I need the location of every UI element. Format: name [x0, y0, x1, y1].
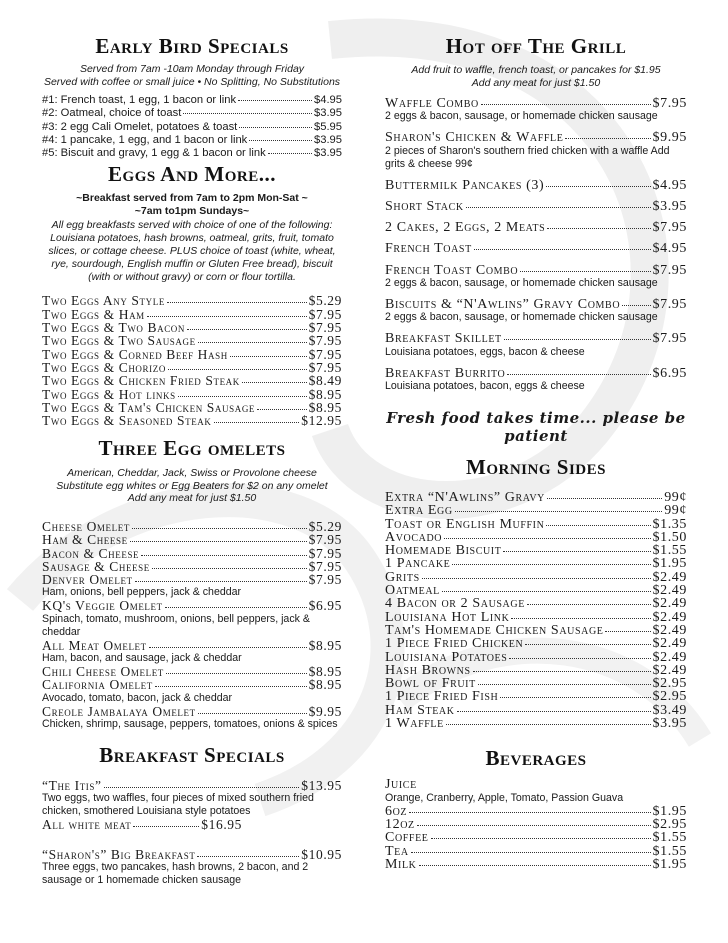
- juice-flavors: Orange, Cranberry, Apple, Tomato, Passion Guava: [385, 791, 624, 804]
- early-bird-item: [42, 134, 342, 147]
- side-item: [385, 690, 687, 703]
- side-item: [385, 597, 687, 610]
- leader-dots: [504, 339, 651, 340]
- eggs-item-name: Two Eggs & Tam's Chicken Sausage: [42, 399, 256, 415]
- grill-item-description: Louisiana potatoes, eggs, bacon & cheese: [385, 345, 585, 358]
- leader-dots: [155, 686, 307, 687]
- grill-item-name: 2 Cakes, 2 Eggs, 2 Meats: [385, 220, 546, 236]
- eggs-item-price: $7.95: [308, 346, 342, 362]
- eggs-item-name: Two Eggs Any Style: [42, 293, 165, 309]
- side-item: [385, 637, 687, 650]
- leader-dots: [178, 396, 307, 397]
- eggs-item-price: $5.29: [308, 293, 342, 309]
- grill-item-name: French Toast Combo: [385, 262, 519, 278]
- side-item-name: 1 Piece Fried Fish: [385, 689, 499, 705]
- grill-item: [385, 367, 687, 393]
- grill-item-price: $7.95: [652, 262, 687, 278]
- grill-item-price: $7.95: [652, 331, 687, 347]
- omelet-item: [42, 547, 342, 560]
- side-item-name: Tam's Homemade Chicken Sausage: [385, 622, 604, 638]
- grill-item: [385, 332, 687, 358]
- leader-dots: [230, 356, 307, 357]
- side-item: [385, 664, 687, 677]
- grill-item-name: Sharon's Chicken & Waffle: [385, 130, 564, 146]
- grill-item-price: $3.95: [652, 198, 687, 214]
- side-item-price: $1.35: [652, 516, 687, 532]
- early-bird-item-price: $3.95: [314, 107, 342, 120]
- omelets-meat: Add any meat for just $1.50: [127, 492, 257, 505]
- omelet-item-price: $6.95: [308, 598, 342, 614]
- leader-dots: [547, 498, 662, 499]
- leader-dots: [239, 127, 312, 128]
- leader-dots: [132, 528, 307, 529]
- leader-dots: [509, 658, 650, 659]
- side-item-price: $3.49: [652, 702, 687, 718]
- leader-dots: [503, 551, 650, 552]
- omelet-item-price: $8.95: [308, 637, 342, 653]
- side-item-price: $3.95: [652, 716, 687, 732]
- grill-item-name: Waffle Combo: [385, 96, 479, 111]
- leader-dots: [198, 713, 307, 714]
- eggs-item-name: Two Eggs & Seasoned Steak: [42, 413, 212, 429]
- grill-title: Hot off The Grill: [445, 34, 627, 58]
- leader-dots: [455, 511, 663, 512]
- right-column: [385, 34, 687, 871]
- leader-dots: [152, 568, 307, 569]
- leader-dots: [147, 316, 307, 317]
- grill-item-description: 2 pieces of Sharon's southern fried chicken with a waffle Add grits & cheese 99¢: [385, 144, 670, 170]
- omelet-item: [42, 678, 342, 704]
- eggs-item: [42, 414, 342, 427]
- side-item: [385, 557, 687, 570]
- side-item: [385, 584, 687, 597]
- leader-dots: [238, 100, 312, 101]
- leader-dots: [431, 838, 651, 839]
- grill-item-name: Breakfast Burrito: [385, 365, 506, 381]
- eggs-item-price: $8.49: [308, 373, 342, 389]
- white-meat-name: All white meat: [42, 817, 132, 833]
- leader-dots: [417, 825, 651, 826]
- side-item-name: Bowl of Fruit: [385, 676, 476, 692]
- eggs-item: [42, 348, 342, 361]
- leader-dots: [257, 409, 307, 410]
- grill-item: [385, 242, 687, 255]
- leader-dots: [546, 186, 650, 187]
- omelet-item-description: Spinach, tomato, mushroom, onions, bell peppers, jack & cheddar: [42, 612, 310, 638]
- grill-item-price: $4.95: [652, 241, 687, 257]
- beverage-item-price: $1.95: [652, 856, 687, 872]
- grill-item-name: Biscuits & “N'Awlins” Gravy Combo: [385, 297, 621, 313]
- leader-dots: [481, 104, 651, 105]
- side-item-name: 1 Waffle: [385, 716, 444, 732]
- side-item-price: 99¢: [664, 489, 687, 505]
- leader-dots: [135, 581, 307, 582]
- eggs-hours-weekday: ~Breakfast served from 7am to 2pm Mon-Sat ~: [76, 192, 308, 205]
- omelet-item-description: Avocado, tomato, bacon, jack & cheddar: [42, 691, 233, 704]
- sides-list: [385, 491, 687, 730]
- grill-item-price: $7.95: [652, 297, 687, 313]
- white-meat-price: $16.95: [201, 817, 242, 833]
- leader-dots: [411, 852, 651, 853]
- side-item: [385, 717, 687, 730]
- side-item-price: $1.95: [652, 556, 687, 572]
- eggs-item: [42, 294, 342, 307]
- eggs-item: [42, 308, 342, 321]
- early-bird-item-name: #3: 2 egg Cali Omelet, potatoes & toast: [42, 120, 238, 133]
- sides-title: Morning Sides: [466, 454, 606, 479]
- grill-item-price: $4.95: [652, 177, 687, 193]
- omelets-title: Three Egg omelets: [98, 436, 286, 461]
- breakfast-specials-title: Breakfast Specials: [99, 742, 285, 767]
- early-bird-item-price: $4.95: [314, 94, 342, 106]
- eggs-item-name: Two Eggs & Chorizo: [42, 359, 166, 375]
- grill-item-name: Buttermilk Pancakes (3): [385, 177, 545, 193]
- eggs-item-price: $12.95: [301, 413, 342, 429]
- leader-dots: [525, 644, 650, 645]
- grill-item-description: 2 eggs & bacon, sausage, or homemade chicken sausage: [385, 110, 658, 123]
- leader-dots: [444, 538, 650, 539]
- leader-dots: [442, 591, 651, 592]
- omelet-item: [42, 705, 342, 731]
- grill-item: [385, 200, 687, 213]
- leader-dots: [547, 228, 650, 229]
- grill-item-price: $7.95: [652, 96, 687, 111]
- leader-dots: [167, 302, 307, 303]
- beverages-title: Beverages: [485, 746, 587, 771]
- omelet-item-name: Denver Omelet: [42, 572, 133, 588]
- side-item-price: $2.49: [652, 569, 687, 585]
- grill-meat-note: Add any meat for just $1.50: [471, 76, 601, 89]
- tagline: Fresh food takes time... please be patient: [386, 408, 686, 445]
- side-item: [385, 544, 687, 557]
- omelet-item-name: Chili Cheese Omelet: [42, 664, 164, 680]
- leader-dots: [474, 249, 651, 250]
- beverage-item-price: $1.55: [652, 830, 687, 846]
- leader-dots: [165, 607, 307, 608]
- omelets-substitute: Substitute egg whites or Egg Beaters for $2 on any omelet: [56, 479, 328, 492]
- leader-dots: [242, 382, 307, 383]
- omelet-item-price: $8.95: [308, 664, 342, 680]
- side-item-name: Hash Browns: [385, 662, 471, 678]
- omelet-item-name: Creole Jambalaya Omelet: [42, 703, 196, 719]
- omelet-item-name: Sausage & Cheese: [42, 558, 150, 574]
- leader-dots: [473, 671, 651, 672]
- side-item-price: $2.49: [652, 636, 687, 652]
- beverage-item-price: $1.95: [652, 803, 687, 819]
- early-bird-item-name: #1: French toast, 1 egg, 1 bacon or link: [42, 94, 237, 106]
- omelets-list: [42, 520, 342, 731]
- side-item: [385, 704, 687, 717]
- eggs-hours-sunday: ~7am to1pm Sundays~: [134, 204, 250, 217]
- side-item-name: Extra “N'Awlins” Gravy: [385, 489, 545, 505]
- eggs-item-name: Two Eggs & Two Sausage: [42, 333, 196, 349]
- omelet-item-description: Ham, bacon, and sausage, jack & cheddar: [42, 652, 242, 665]
- side-item-name: 1 Pancake: [385, 556, 451, 572]
- leader-dots: [268, 153, 312, 154]
- leader-dots: [166, 673, 307, 674]
- grill-item-name: French Toast: [385, 241, 472, 257]
- side-item: [385, 491, 687, 504]
- side-item: [385, 651, 687, 664]
- eggs-item: [42, 388, 342, 401]
- omelet-item-price: $7.95: [308, 558, 342, 574]
- beverage-item: [385, 858, 687, 871]
- early-bird-item: [42, 121, 342, 134]
- side-item-name: Oatmeal: [385, 583, 440, 599]
- grill-list: [385, 97, 687, 393]
- side-item-name: Grits: [385, 569, 420, 585]
- early-bird-item-name: #4: 1 pancake, 1 egg, and 1 bacon or link: [42, 133, 248, 146]
- early-bird-item: [42, 94, 342, 107]
- leader-dots: [249, 140, 312, 141]
- leader-dots: [605, 631, 650, 632]
- itis-name: “The Itis”: [42, 777, 102, 793]
- leader-dots: [130, 541, 307, 542]
- beverage-item: [385, 805, 687, 818]
- leader-dots: [198, 342, 307, 343]
- leader-dots: [168, 369, 307, 370]
- side-item-price: 99¢: [664, 503, 687, 519]
- grill-item: [385, 298, 687, 324]
- leader-dots: [457, 711, 651, 712]
- omelet-item-name: Cheese Omelet: [42, 518, 130, 534]
- omelet-item: [42, 520, 342, 533]
- beverage-item-name: Tea: [385, 843, 409, 859]
- grill-item-description: 2 eggs & bacon, sausage, or homemade chicken sausage: [385, 311, 658, 324]
- omelet-item-price: $7.95: [308, 532, 342, 548]
- side-item-price: $2.49: [652, 662, 687, 678]
- beverage-item-name: 12oz: [385, 816, 415, 832]
- leader-dots: [622, 305, 650, 306]
- leader-dots: [141, 555, 306, 556]
- beverage-item: [385, 845, 687, 858]
- eggs-item-price: $8.95: [308, 399, 342, 415]
- eggs-description: All egg breakfasts served with choice of one of the following: Louisiana potatoes, hash browns, oatmeal, grits, fruit, tomato slices, or cottage cheese. PLUS choice of toast (white, wheat, rye, sourdough, English muffin or Gluten Free bread), biscuit (with or without gravy) or corn or flour tortilla.: [48, 219, 336, 284]
- omelet-item: [42, 639, 342, 665]
- omelet-item-description: Chicken, shrimp, sausage, peppers, tomatoes, onions & spices: [42, 717, 338, 730]
- early-bird-item: [42, 147, 342, 160]
- beverage-item-name: Coffee: [385, 830, 429, 846]
- beverage-item: [385, 831, 687, 844]
- early-bird-list: [42, 94, 342, 160]
- omelet-item: [42, 560, 342, 573]
- side-item-name: Avocado: [385, 529, 443, 545]
- side-item-name: Ham Steak: [385, 702, 455, 718]
- side-item-name: 1 Piece Fried Chicken: [385, 636, 524, 652]
- omelet-item-name: Ham & Cheese: [42, 532, 128, 548]
- eggs-item: [42, 401, 342, 414]
- early-bird-hours: Served from 7am -10am Monday through Friday: [79, 63, 305, 75]
- eggs-list: [42, 294, 342, 427]
- leader-dots: [546, 525, 650, 526]
- beverage-item-price: $1.55: [652, 843, 687, 859]
- itis-item: [42, 779, 342, 832]
- eggs-item-price: $7.95: [308, 333, 342, 349]
- leader-dots: [500, 697, 650, 698]
- omelet-item: [42, 573, 342, 599]
- grill-item-description: 2 eggs & bacon, sausage, or homemade chicken sausage: [385, 277, 658, 290]
- early-bird-item-name: #2: Oatmeal, choice of toast: [42, 107, 182, 120]
- itis-price: $13.95: [301, 777, 342, 793]
- omelet-item-price: $5.29: [308, 518, 342, 534]
- omelet-item-name: All Meat Omelet: [42, 637, 147, 653]
- side-item: [385, 624, 687, 637]
- leader-dots: [511, 618, 650, 619]
- early-bird-title: Early Bird Specials: [95, 34, 289, 58]
- omelet-item: [42, 665, 342, 678]
- eggs-item-name: Two Eggs & Hot links: [42, 386, 176, 402]
- eggs-item-price: $7.95: [308, 359, 342, 375]
- omelet-item-description: Ham, onions, bell peppers, jack & cheddar: [42, 586, 242, 599]
- side-item-name: Louisiana Potatoes: [385, 649, 508, 665]
- leader-dots: [409, 812, 650, 813]
- leader-dots: [446, 724, 651, 725]
- side-item-name: Extra Egg: [385, 503, 453, 519]
- leader-dots: [452, 564, 650, 565]
- itis-description: Two eggs, two waffles, four pieces of mixed southern fried chicken, smothered Louisiana style potatoes: [42, 792, 314, 818]
- early-bird-item-price: $3.95: [314, 147, 342, 160]
- side-item: [385, 611, 687, 624]
- leader-dots: [520, 271, 650, 272]
- side-item: [385, 531, 687, 544]
- side-item-name: Homemade Biscuit: [385, 543, 502, 559]
- side-item-price: $2.95: [652, 689, 687, 705]
- juice-label: Juice: [385, 777, 417, 793]
- side-item-price: $2.49: [652, 609, 687, 625]
- leader-dots: [527, 604, 651, 605]
- leader-dots: [478, 684, 651, 685]
- eggs-item-price: $7.95: [308, 320, 342, 336]
- omelet-item-price: $7.95: [308, 572, 342, 588]
- omelet-item-price: $8.95: [308, 677, 342, 693]
- leader-dots: [187, 329, 307, 330]
- early-bird-item-price: $3.95: [314, 133, 342, 146]
- side-item: [385, 677, 687, 690]
- early-bird-item-price: $5.95: [314, 120, 342, 133]
- left-column: [42, 34, 342, 887]
- side-item-price: $1.50: [652, 529, 687, 545]
- eggs-item-name: Two Eggs & Ham: [42, 306, 145, 322]
- side-item-price: $2.49: [652, 583, 687, 599]
- side-item-name: Louisiana Hot Link: [385, 609, 510, 625]
- grill-item: [385, 264, 687, 290]
- leader-dots: [214, 422, 300, 423]
- beverage-item-name: Milk: [385, 856, 417, 872]
- grill-item: [385, 97, 687, 123]
- sharon-big-description: Three eggs, two pancakes, hash browns, 2 bacon, and 2 sausage or 1 homemade chicken sausage: [42, 860, 309, 886]
- eggs-item-name: Two Eggs & Chicken Fried Steak: [42, 373, 240, 389]
- beverage-item: [385, 818, 687, 831]
- side-item: [385, 571, 687, 584]
- early-bird-item: [42, 107, 342, 120]
- beverage-item-price: $2.95: [652, 816, 687, 832]
- beverage-item-name: 6oz: [385, 803, 408, 819]
- early-bird-note: Served with coffee or small juice • No Splitting, No Substitutions: [43, 75, 341, 88]
- side-item-price: $2.49: [652, 596, 687, 612]
- side-item-price: $2.49: [652, 649, 687, 665]
- early-bird-item-name: #5: Biscuit and gravy, 1 egg & 1 bacon or link: [42, 147, 266, 160]
- side-item-price: $2.49: [652, 622, 687, 638]
- eggs-item-price: $7.95: [308, 306, 342, 322]
- grill-item-price: $6.95: [652, 365, 687, 381]
- grill-item: [385, 131, 687, 170]
- sharon-big-name: “Sharon's” Big Breakfast: [42, 846, 196, 862]
- grill-item-name: Breakfast Skillet: [385, 331, 502, 347]
- eggs-item-name: Two Eggs & Corned Beef Hash: [42, 346, 228, 362]
- grill-item-price: $9.95: [652, 130, 687, 146]
- side-item: [385, 518, 687, 531]
- leader-dots: [565, 138, 650, 139]
- side-item-name: 4 Bacon or 2 Sausage: [385, 596, 525, 612]
- eggs-item: [42, 374, 342, 387]
- grill-item-price: $7.95: [652, 220, 687, 236]
- leader-dots: [422, 578, 651, 579]
- grill-item: [385, 221, 687, 234]
- omelet-item-name: California Omelet: [42, 677, 153, 693]
- leader-dots: [466, 207, 651, 208]
- omelet-item: [42, 533, 342, 546]
- leader-dots: [183, 113, 312, 114]
- grill-fruit-note: Add fruit to waffle, french toast, or pancakes for $1.95: [411, 64, 661, 76]
- leader-dots: [507, 374, 650, 375]
- grill-item: [385, 179, 687, 192]
- omelet-item-name: KQ's Veggie Omelet: [42, 598, 163, 614]
- omelet-item: [42, 599, 342, 638]
- sharon-big-breakfast-item: [42, 848, 342, 887]
- eggs-item: [42, 321, 342, 334]
- juice-item: [385, 778, 687, 804]
- grill-item-description: Louisiana potatoes, bacon, eggs & cheese: [385, 379, 585, 392]
- eggs-item: [42, 334, 342, 347]
- side-item-name: Toast or English Muffin: [385, 516, 545, 532]
- eggs-title: Eggs And More...: [108, 162, 276, 187]
- leader-dots: [149, 647, 307, 648]
- sharon-big-price: $10.95: [301, 846, 342, 862]
- side-item-price: $1.55: [652, 543, 687, 559]
- grill-item-name: Short Stack: [385, 198, 464, 214]
- eggs-item: [42, 361, 342, 374]
- omelets-cheese: American, Cheddar, Jack, Swiss or Provolone cheese: [67, 467, 317, 480]
- omelet-item-price: $7.95: [308, 545, 342, 561]
- leader-dots: [419, 865, 651, 866]
- side-item: [385, 504, 687, 517]
- beverages-list: [385, 805, 687, 871]
- eggs-item-name: Two Eggs & Two Bacon: [42, 320, 185, 336]
- side-item-price: $2.95: [652, 676, 687, 692]
- omelet-item-price: $9.95: [308, 703, 342, 719]
- eggs-item-price: $8.95: [308, 386, 342, 402]
- omelet-item-name: Bacon & Cheese: [42, 545, 140, 561]
